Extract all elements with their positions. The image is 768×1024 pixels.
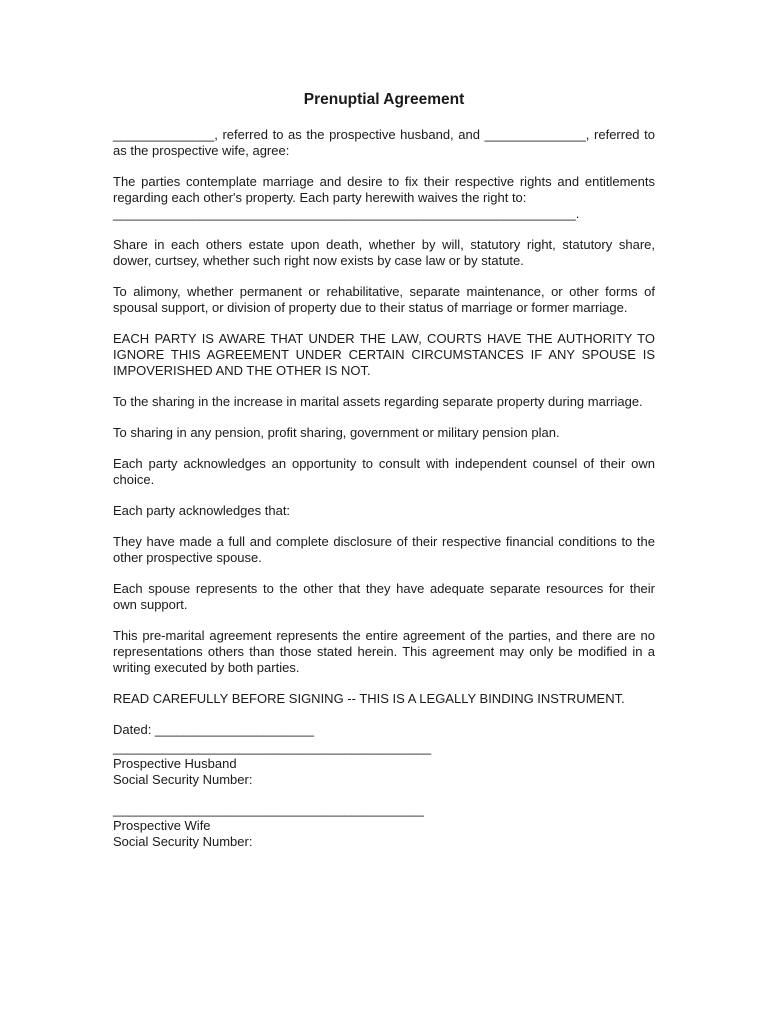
court-authority-warning: EACH PARTY IS AWARE THAT UNDER THE LAW, COURTS HAVE THE AUTHORITY TO IGNORE THIS AGREEMENT UNDER CERTAIN CIRCUMSTANCES IF ANY SPOUSE IS IMPOVERISHED AND THE OTHER IS NOT. <box>113 331 655 378</box>
acknowledgement-intro: Each party acknowledges that: <box>113 503 291 518</box>
alimony-waiver-paragraph: To alimony, whether permanent or rehabilitative, separate maintenance, or other forms of spousal support, or division of property due to their status of marriage or former marriage. <box>113 284 655 315</box>
wife-label: Prospective Wife <box>113 818 211 833</box>
binding-instrument-warning: READ CAREFULLY BEFORE SIGNING -- THIS IS A LEGALLY BINDING INSTRUMENT. <box>113 691 625 706</box>
wife-ssn-label: Social Security Number: <box>113 834 253 849</box>
husband-ssn-label: Social Security Number: <box>113 772 253 787</box>
resources-paragraph: Each spouse represents to the other that they have adequate separate resources for their own support. <box>113 581 655 612</box>
pension-paragraph: To sharing in any pension, profit sharing, government or military pension plan. <box>113 425 560 440</box>
parties-paragraph: ______________, referred to as the prospective husband, and ______________, referred to as the prospective wife, agree: <box>113 127 655 158</box>
wife-signature-line: ___________________________________________ <box>113 802 424 817</box>
signature-spacer <box>113 788 655 802</box>
counsel-paragraph: Each party acknowledges an opportunity to consult with independent counsel of their own choice. <box>113 456 655 487</box>
waiver-intro-text: The parties contemplate marriage and desire to fix their respective rights and entitlements regarding each other's property. Each party herewith waives the right to: <box>113 174 655 205</box>
disclosure-paragraph: They have made a full and complete disclosure of their respective financial conditions to the other prospective spouse. <box>113 534 655 565</box>
signature-section <box>113 722 655 850</box>
entire-agreement-paragraph: This pre-marital agreement represents the entire agreement of the parties, and there are no representations others than those stated herein. This agreement may only be modified in a writing executed by both parties. <box>113 628 655 675</box>
document-title: Prenuptial Agreement <box>303 91 465 108</box>
husband-label: Prospective Husband <box>113 756 237 771</box>
dated-field: Dated: ______________________ <box>113 722 314 737</box>
marital-assets-paragraph: To the sharing in the increase in marital assets regarding separate property during marriage. <box>113 394 643 409</box>
waiver-blank-line: ________________________________________________________________. <box>113 206 580 221</box>
document-page <box>113 90 655 850</box>
husband-signature-line: ____________________________________________ <box>113 740 432 755</box>
waiver-intro-paragraph <box>113 174 655 222</box>
estate-waiver-paragraph: Share in each others estate upon death, whether by will, statutory right, statutory share, dower, curtsey, whether such right now exists by case law or by statute. <box>113 237 655 268</box>
